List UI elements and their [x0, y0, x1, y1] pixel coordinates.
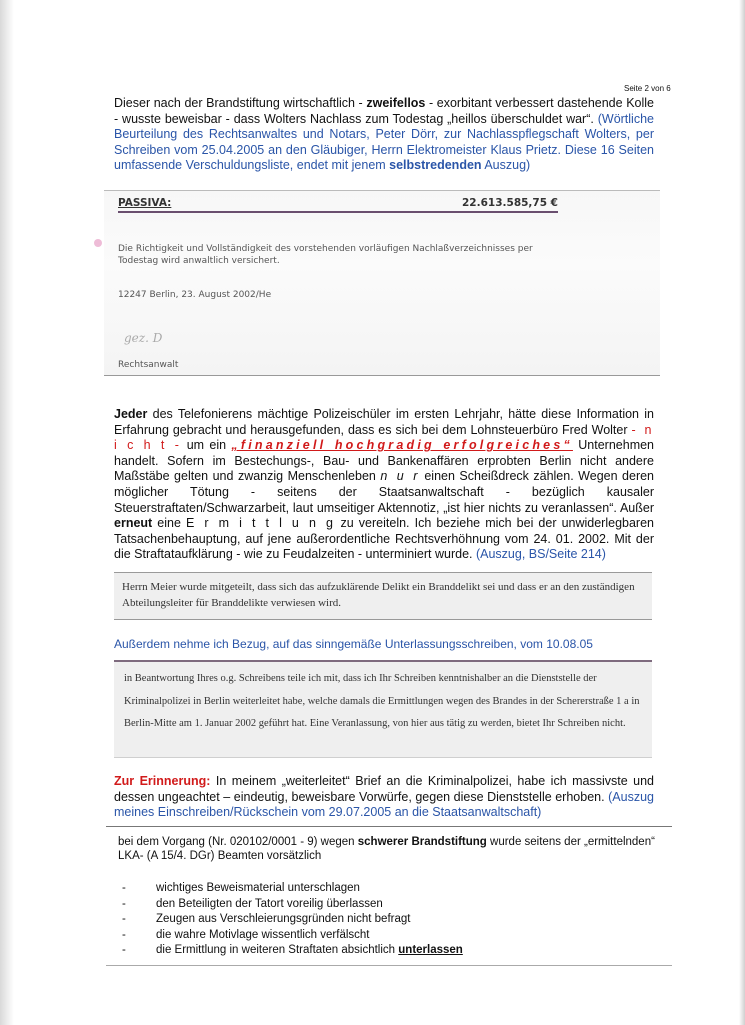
citation-emphasis: selbstredenden [389, 158, 482, 173]
emph-unterlassen: unterlassen [398, 944, 463, 956]
list-item: - die Ermittlung in weiteren Straftaten absichtlich unterlassen [122, 944, 463, 956]
emph-jeder: Jeder [114, 407, 148, 421]
emph-ermittlung: E r m i t t l u n g [186, 516, 336, 531]
list-item: - Zeugen aus Verschleierungsgründen nicht befragt [122, 913, 411, 925]
intro-text-cont: - exorbitant verbessert dastehende Kolle - wusste beweisbar - dass Wolters Nachlass zum Todestag „heillos überschuldet war“. [114, 96, 654, 126]
passiva-value: 22.613.585,75 € [462, 197, 558, 209]
allegations-list [122, 881, 463, 959]
quote-excerpt-1: Herrn Meier wurde mitgeteilt, dass sich das aufzuklärende Delikt ein Branddelikt sei und dass er an den zuständigen Abteilungsleiter für Branddelikte verwiesen wird. [114, 572, 652, 620]
main-paragraph: Jeder des Telefonierens mächtige Polizeischüler im ersten Lehrjahr, hätte diese Information in Erfahrung gebracht und herausgefunden, dass es sich bei dem Lohnsteuerbüro Fred Wolter - n i c h t - um ein „finanziell hochgradig erfolgreiches“ Unternehmen handelt. Sofern im Bestechungs-, Bau- und Bankenaffären erprobten Berlin nicht andere Maßstäbe gelten und zwanzig Menschenleben n u r einen Scheißdreck zählen. Wegen deren möglicher Tötung - seitens der Staatsanwaltschaft - bezüglich kausaler Steuerstraftaten/Schwarzarbeit, laut umseitiger Aktennotiz, „ist hier nichts zu veranlassen“. Außer erneut eine E r m i t t l u n g zu vereiteln. Ich beziehe mich bei der unwiderlegbaren Tatsachenbehauptung, auf jene außerordentliche Rechtsverhöhnung vom 24. 01. 2002. Mit der die Straftataufklärung - wie zu Feudalzeiten - unterminiert wurde. (Auszug, BS/Seite 214) [114, 407, 655, 562]
intro-emphasis: zweifellos [366, 96, 426, 110]
intro-text: Dieser nach der Brandstiftung wirtschaftlich - [114, 96, 367, 110]
emph-brandstiftung: schwerer Brandstiftung [357, 836, 487, 848]
signer-role: Rechtsanwalt [118, 360, 179, 370]
signature: gez. D [124, 331, 163, 345]
passiva-statement: Die Richtigkeit und Vollständigkeit des vorstehenden vorläufigen Nachlaßverzeichnisses per Todestag wird anwaltlich versichert. [118, 244, 533, 266]
source-reference: (Auszug, BS/Seite 214) [475, 547, 606, 562]
reminder-label: Zur Erinnerung: [114, 774, 211, 788]
reminder-note: (Auszug meines Einschreiben/Rückschein vom 29.07.2005 an die Staatsanwaltschaft) [114, 789, 654, 820]
intro-citation: (Wörtliche Beurteilung des Rechtsanwaltes und Notars, Peter Dörr, zur Nachlasspflegschaft Wolters, per Schreiben vom 25.04.2005 an den Gläubiger, Herrn Elektromeister Klaus Prietz. Diese 16 Seiten umfassende Verschuldungsliste, endet mit jenem selbstredenden Auszug) [114, 111, 654, 173]
passiva-row [118, 197, 558, 213]
list-item: - wichtiges Beweismaterial unterschlagen [122, 882, 360, 894]
reminder-paragraph [114, 774, 654, 821]
emph-erneut: erneut [114, 516, 153, 531]
reminder-text: In meinem „weiterleitet“ Brief an die Kriminalpolizei, habe ich massivste und dessen ungeachtet – eindeutig, beweisbare Vorwürfe, gegen diese Dienststelle erhoben. [114, 774, 654, 804]
passiva-label: PASSIVA: [118, 197, 172, 209]
scan-shadow-left [0, 0, 14, 1025]
emph-nur: n u r [380, 469, 420, 484]
reference-line: Außerdem nehme ich Bezug, auf das sinngemäße Unterlassungsschreiben, vom 10.08.05 [114, 637, 593, 651]
passiva-date: 12247 Berlin, 23. August 2002/He [118, 290, 272, 300]
intro-paragraph [114, 96, 654, 174]
passiva-scan-excerpt [104, 190, 660, 376]
page-number: Seite 2 von 6 [624, 84, 671, 93]
scan-shadow-right [739, 0, 745, 1025]
list-item: - den Beteiligten der Tatort voreilig überlassen [122, 897, 383, 910]
list-item: - die wahre Motivlage wissentlich verfälscht [122, 928, 370, 941]
emph-nicht: - n i c h t - [114, 422, 655, 453]
ink-mark [94, 239, 102, 247]
allegations-excerpt [106, 826, 672, 966]
emph-finanziell: „finanziell hochgradig erfolgreiches“ [231, 438, 573, 453]
quote-excerpt-2: in Beantwortung Ihres o.g. Schreibens teile ich mit, dass ich Ihr Schreiben kenntnishalber an die Dienststelle der Kriminalpolizei in Berlin weiterleitet habe, welche damals die Ermittlungen wegen des Brandes in der Schererstraße 1 a in Berlin-Mitte am 1. Januar 2002 geführt hat. Eine Veranlassung, von hier aus tätig zu werden, bietet Ihr Schreiben nicht. [114, 660, 652, 758]
allegations-heading: bei dem Vorgang (Nr. 020102/0001 - 9) wegen schwerer Brandstiftung wurde seitens der „ermittelnden“ LKA- (A 15/4. DGr) Beamten vorsätzlich [118, 836, 655, 862]
